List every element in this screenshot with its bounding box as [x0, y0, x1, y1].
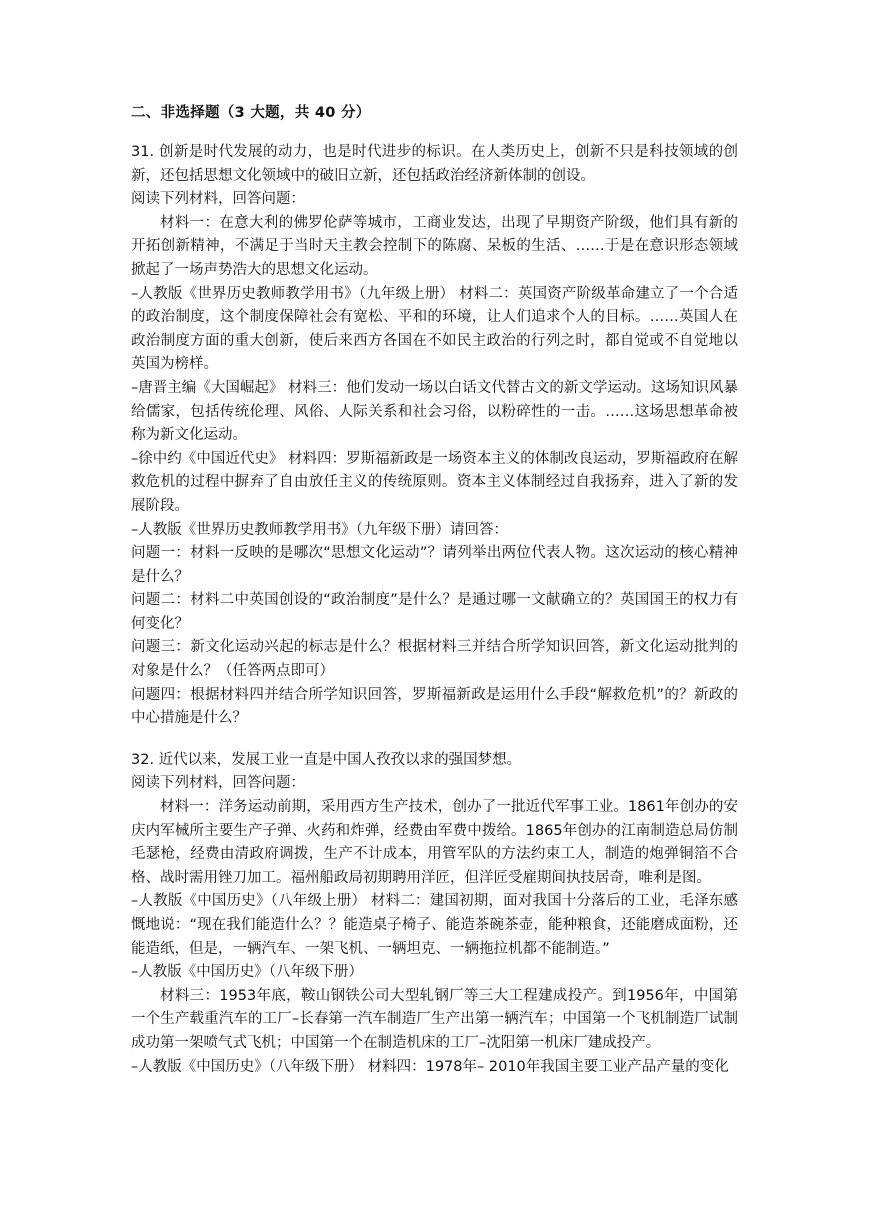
question-31-material-1: 材料一：在意大利的佛罗伦萨等城市，工商业发达，出现了早期资产阶级，他们具有新的开拓创新精神，不满足于当时天主教会控制下的陈腐、呆板的生活、……于是在意识形态领域掀起了一场声势浩大的思想文化运动。 — [131, 214, 738, 278]
question-32-source-2: –人教版《中国历史》（八年级下册） — [131, 964, 363, 981]
question-31-sub-1: 问题一：材料一反映的是哪次“思想文化运动”？请列举出两位代表人物。这次运动的核心精神是什么？ — [131, 545, 738, 585]
question-32-source-1-material-2: –人教版《中国历史》（八年级上册） 材料二：建国初期，面对我国十分落后的工业，毛泽东感慨地说：“现在我们能造什么？？能造桌子椅子、能造茶碗茶壶，能种粮食，还能磨成面粉，还能造纸，但是，一辆汽车、一架飞机、一辆坦克、一辆拖拉机都不能制造。” — [131, 893, 738, 957]
question-32-intro: 32. 近代以来，发展工业一直是中国人孜孜以求的强国梦想。 — [131, 751, 522, 768]
question-32 — [131, 749, 738, 1079]
question-31-source-2-material-3: –唐晋主编《大国崛起》 材料三：他们发动一场以白话文代替古文的新文学运动。这场知识风暴给儒家，包括传统伦理、风俗、人际关系和社会习俗，以粉碎性的一击。……这场思想革命被称为新文化运动。 — [131, 379, 738, 444]
question-32-material-1: 材料一：洋务运动前期，采用西方生产技术，创办了一批近代军事工业。1861年创办的安庆内军械所主要生产子弹、火药和炸弹，经费由军费中拨给。1865年创办的江南制造总局仿制毛瑟枪，经费由清政府调拨，生产不计成本，用管军队的方法约束工人，制造的炮弹铜箔不合格、战时需用锉刀加工。福州船政局初期聘用洋匠，但洋匠受雇期间执技居奇，唯利是图。 — [131, 799, 738, 886]
question-31-read-prompt: 阅读下列材料，回答问题： — [131, 191, 305, 208]
question-31-source-3-material-4: –徐中约《中国近代史》 材料四：罗斯福新政是一场资本主义的体制改良运动，罗斯福政府在解救危机的过程中摒弃了自由放任主义的传统原则。资本主义体制经过自我扬弃，进入了新的发展阶段。 — [131, 450, 738, 514]
exam-page — [131, 103, 738, 1079]
question-31-intro: 31. 创新是时代发展的动力，也是时代进步的标识。在人类历史上，创新不只是科技领域的创新，还包括思想文化领域中的破旧立新，还包括政治经济新体制的创设。 — [131, 144, 738, 184]
question-31-source-4-prompt: –人教版《世界历史教师教学用书》（九年级下册）请回答： — [131, 521, 508, 538]
question-31-sub-3: 问题三：新文化运动兴起的标志是什么？根据材料三并结合所学知识回答，新文化运动批判的对象是什么？（任答两点即可） — [131, 639, 738, 680]
question-32-source-3-material-4: –人教版《中国历史》（八年级下册） 材料四：1978年– 2010年我国主要工业产品产量的变化 — [131, 1058, 729, 1075]
section-title: 二、非选择题（3 大题，共 40 分） — [131, 105, 371, 121]
question-32-material-3: 材料三：1953年底，鞍山钢铁公司大型轧钢厂等三大工程建成投产。到1956年，中国第一个生产载重汽车的工厂–长春第一汽车制造厂生产出第一辆汽车；中国第一个飞机制造厂试制成功第一架喷气式飞机；中国第一个在制造机床的工厂–沈阳第一机床厂建成投产。 — [131, 987, 738, 1051]
question-32-read-prompt: 阅读下列材料，回答问题： — [131, 775, 305, 792]
question-31-sub-4: 问题四：根据材料四并结合所学知识回答，罗斯福新政是运用什么手段“解救危机”的？新政的中心措施是什么？ — [131, 686, 738, 727]
question-31-source-1-material-2: –人教版《世界历史教师教学用书》（九年级上册） 材料二：英国资产阶级革命建立了一个合适的政治制度，这个制度保障社会有宽松、平和的环境，让人们追求个人的目标。……英国人在政治制度方面的重大创新，使后来西方各国在不如民主政治的行列之时，都自觉或不自觉地以英国为榜样。 — [131, 285, 738, 373]
question-31 — [131, 141, 738, 731]
question-31-sub-2: 问题二：材料二中英国创设的“政治制度”是什么？是通过哪一文献确立的？英国国王的权力有何变化？ — [131, 592, 738, 632]
